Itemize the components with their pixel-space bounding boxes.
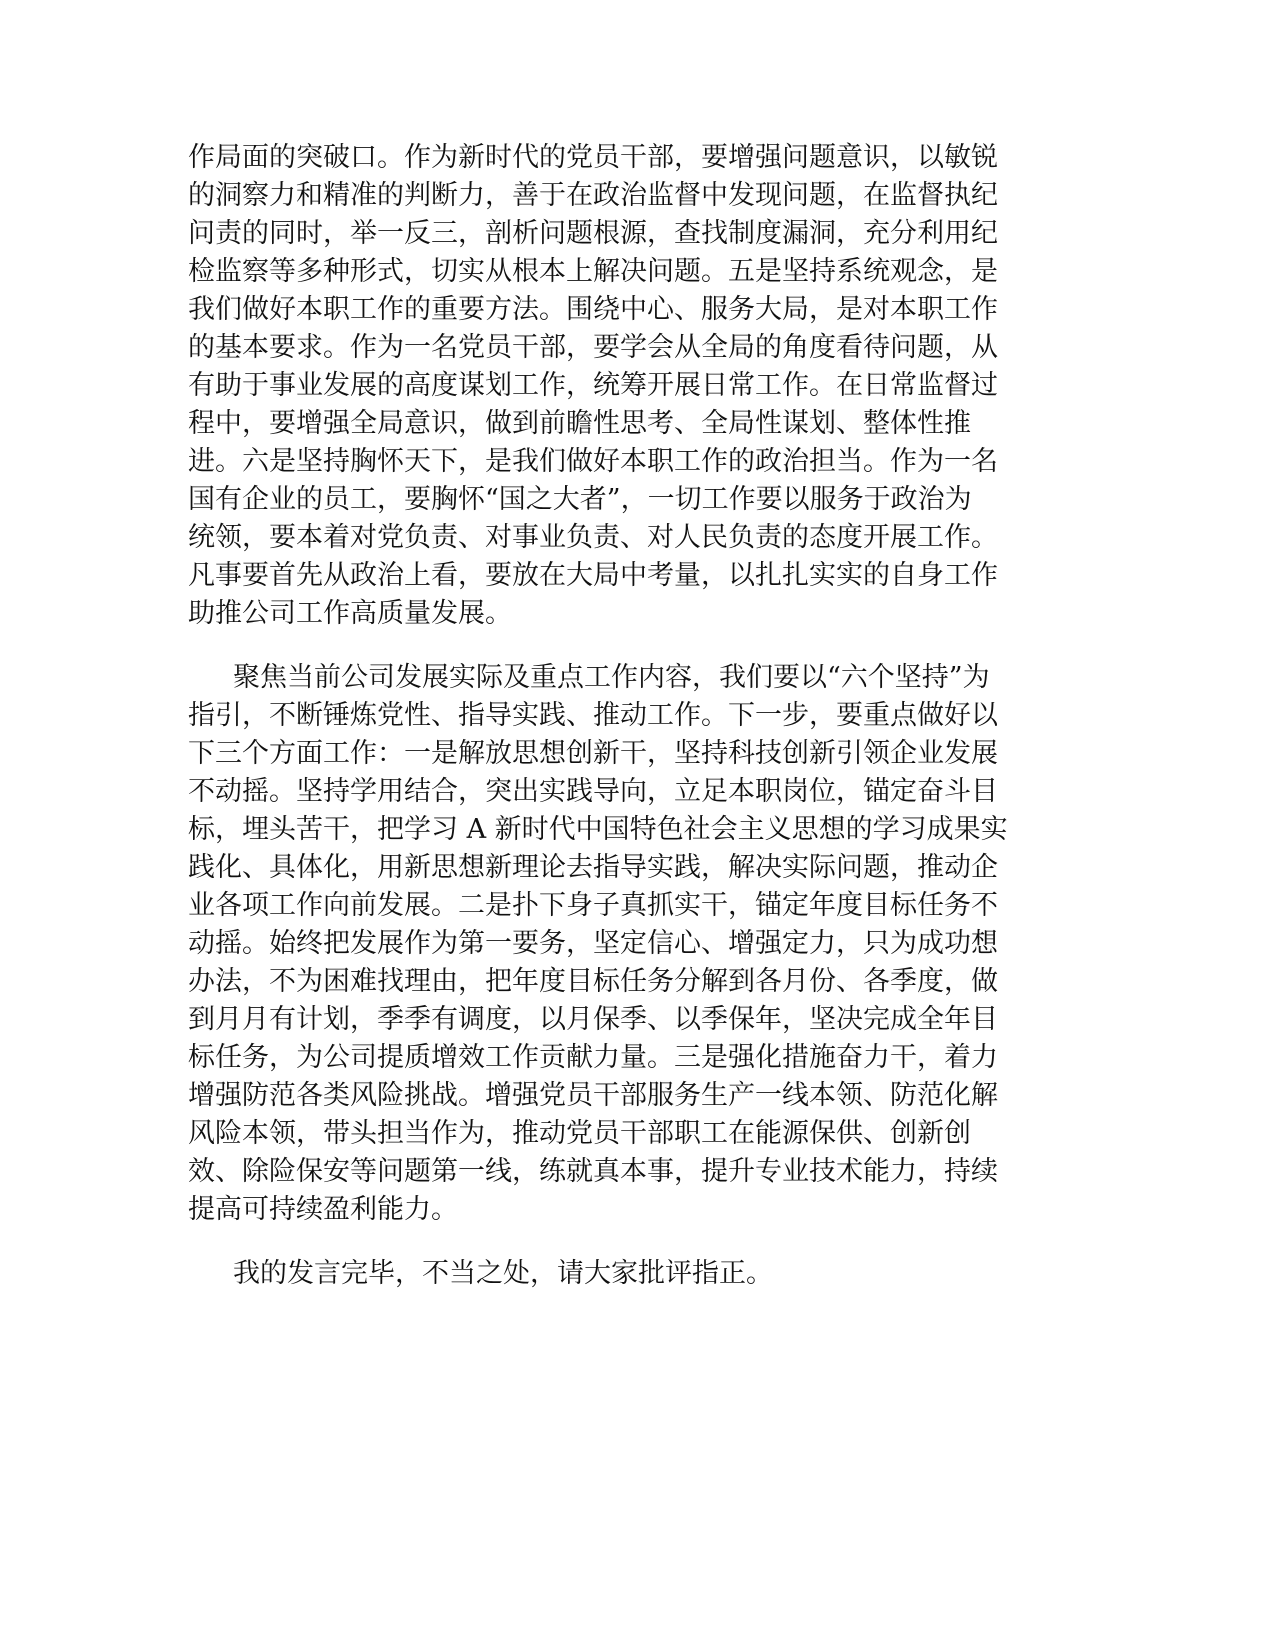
text-line: 下三个方面工作：一是解放思想创新干，坚持科技创新引领企业发展 [188,738,998,769]
text-line: 的基本要求。作为一名党员干部，要学会从全局的角度看待问题，从 [188,332,998,363]
text-line: 提高可持续盈利能力。 [188,1194,458,1225]
text-line: 风险本领，带头担当作为，推动党员干部职工在能源保供、创新创 [188,1118,971,1149]
text-line: 凡事要首先从政治上看，要放在大局中考量，以扎扎实实的自身工作 [188,560,998,591]
text-line: 聚焦当前公司发展实际及重点工作内容，我们要以“六个坚持”为 [233,662,990,693]
text-line: 标任务，为公司提质增效工作贡献力量。三是强化措施奋力干，着力 [188,1042,998,1073]
paragraph-gap [188,633,1088,659]
text-line: 进。六是坚持胸怀天下，是我们做好本职工作的政治担当。作为一名 [188,446,998,477]
paragraph-2 [188,659,1088,1229]
text-line: 动摇。始终把发展作为第一要务，坚定信心、增强定力，只为成功想 [188,928,998,959]
text-line: 统领，要本着对党负责、对事业负责、对人民负责的态度开展工作。 [188,522,998,553]
text-line: 作局面的突破口。作为新时代的党员干部，要增强问题意识，以敏锐 [188,142,998,173]
text-line: 检监察等多种形式，切实从根本上解决问题。五是坚持系统观念，是 [188,256,998,287]
text-line: 办法，不为困难找理由，把年度目标任务分解到各月份、各季度，做 [188,966,998,997]
text-line: 有助于事业发展的高度谋划工作，统筹开展日常工作。在日常监督过 [188,370,998,401]
text-line: 增强防范各类风险挑战。增强党员干部服务生产一线本领、防范化解 [188,1080,998,1111]
text-line: 到月月有计划，季季有调度，以月保季、以季保年，坚决完成全年目 [188,1004,998,1035]
text-line: 业各项工作向前发展。二是扑下身子真抓实干，锚定年度目标任务不 [188,890,998,921]
paragraph-3 [188,1255,1088,1293]
text-line: 践化、具体化，用新思想新理论去指导实践，解决实际问题，推动企 [188,852,998,883]
text-line: 的洞察力和精准的判断力，善于在政治监督中发现问题，在监督执纪 [188,180,998,211]
text-line: 我的发言完毕，不当之处，请大家批评指正。 [233,1258,773,1289]
paragraph-gap [188,1229,1088,1255]
text-line: 不动摇。坚持学用结合，突出实践导向，立足本职岗位，锚定奋斗目 [188,776,998,807]
text-line: 指引，不断锤炼党性、指导实践、推动工作。下一步，要重点做好以 [188,700,998,731]
text-line: 问责的同时，举一反三，剖析问题根源，查找制度漏洞，充分利用纪 [188,218,998,249]
text-line: 程中，要增强全局意识，做到前瞻性思考、全局性谋划、整体性推 [188,408,971,439]
text-line: 效、除险保安等问题第一线，练就真本事，提升专业技术能力，持续 [188,1156,998,1187]
paragraph-1 [188,139,1088,633]
document-body [188,139,1088,1293]
text-line: 我们做好本职工作的重要方法。围绕中心、服务大局，是对本职工作 [188,294,998,325]
text-line: 助推公司工作高质量发展。 [188,598,512,629]
text-line: 国有企业的员工，要胸怀“国之大者”，一切工作要以服务于政治为 [188,484,972,515]
text-line: 标，埋头苦干，把学习 A 新时代中国特色社会主义思想的学习成果实 [188,814,1008,845]
